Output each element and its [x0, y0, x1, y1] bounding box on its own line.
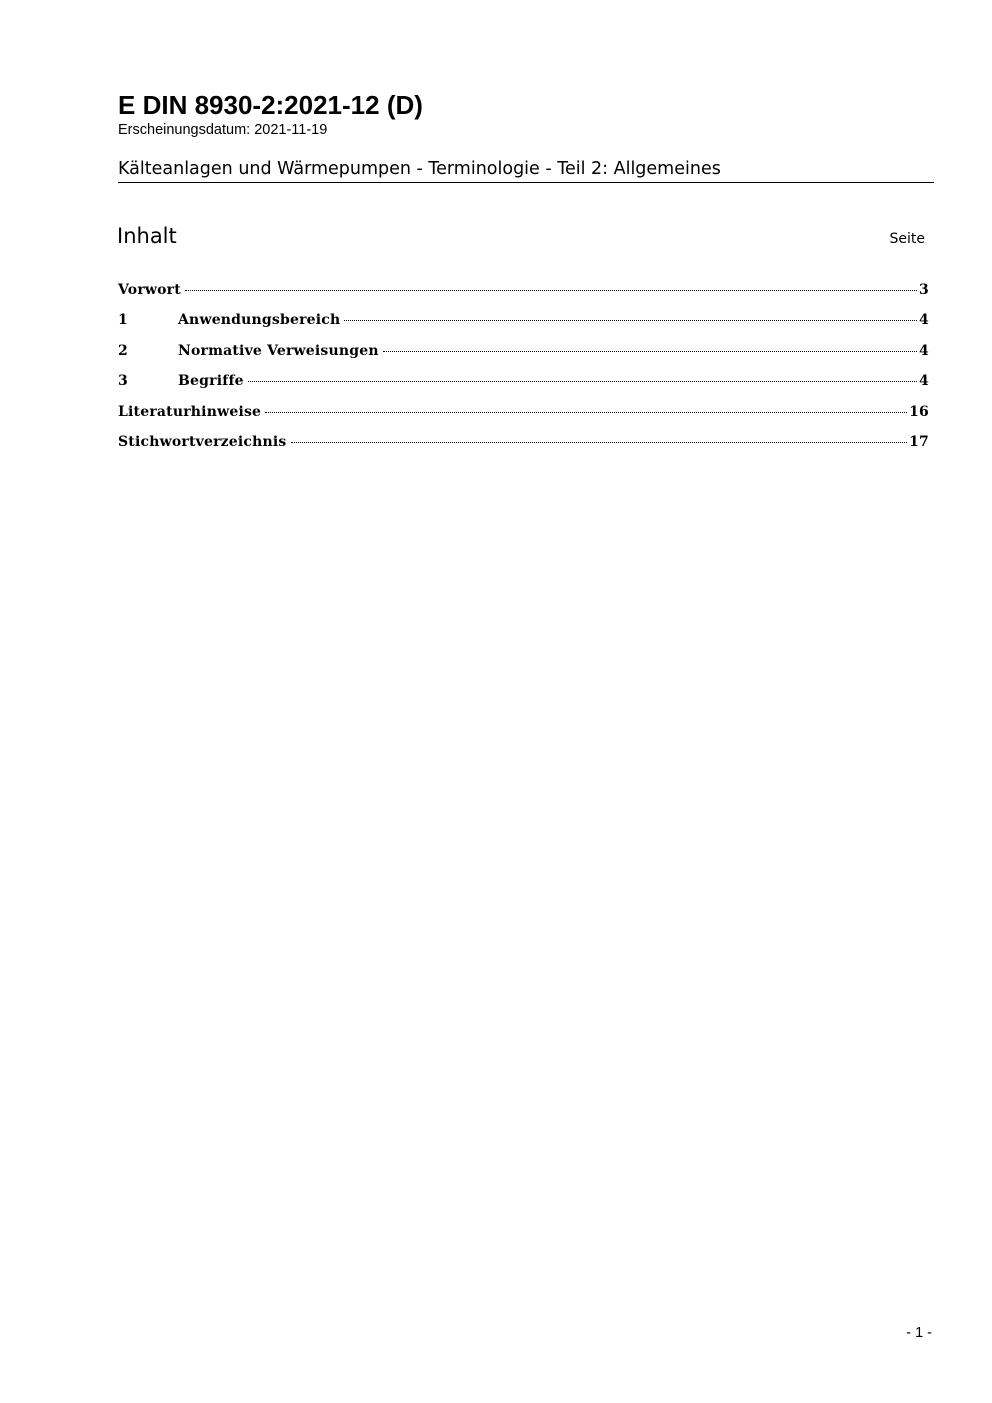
table-of-contents: [118, 279, 929, 461]
toc-heading: Inhalt: [117, 224, 177, 248]
toc-entry-number: 3: [118, 373, 128, 390]
toc-leader-dots: [185, 290, 917, 291]
toc-leader-dots: [383, 351, 917, 352]
toc-entry-number: 2: [118, 342, 128, 359]
page-number: - 1 -: [906, 1325, 932, 1341]
toc-entry-literaturhinweise[interactable]: [118, 401, 929, 431]
toc-entry-page: 4: [919, 342, 929, 359]
toc-entry-vorwort[interactable]: [118, 279, 929, 309]
toc-leader-dots: [291, 442, 908, 443]
toc-entry-text: Begriffe: [178, 373, 244, 390]
toc-leader-dots: [248, 381, 917, 382]
toc-leader-dots: [265, 412, 907, 413]
toc-page-column-label: Seite: [889, 231, 925, 247]
publication-date: Erscheinungsdatum: 2021-11-19: [118, 122, 328, 138]
toc-entry-text: Vorwort: [118, 282, 181, 298]
document-title: Kälteanlagen und Wärmepumpen - Terminologie - Teil 2: Allgemeines: [118, 158, 934, 183]
toc-entry-text: Literaturhinweise: [118, 403, 262, 420]
toc-leader-dots: [344, 320, 917, 321]
toc-entry-text: Stichwortverzeichnis: [118, 433, 287, 450]
toc-entry-stichwortverzeichnis[interactable]: [118, 431, 929, 461]
toc-entry-page: 4: [919, 312, 929, 329]
toc-entry-page: 4: [919, 373, 929, 390]
toc-entry-page: 16: [909, 403, 929, 420]
toc-entry-number: 1: [118, 312, 128, 329]
document-id: E DIN 8930-2:2021-12 (D): [118, 90, 423, 120]
toc-entry-page: 17: [909, 433, 929, 450]
toc-entry-begriffe[interactable]: [118, 370, 929, 400]
toc-entry-text: Normative Verweisungen: [178, 342, 379, 359]
toc-entry-text: Anwendungsbereich: [178, 312, 341, 329]
toc-entry-normative-verweisungen[interactable]: [118, 340, 929, 370]
toc-entry-page: 3: [919, 282, 929, 298]
toc-entry-anwendungsbereich[interactable]: [118, 309, 929, 339]
